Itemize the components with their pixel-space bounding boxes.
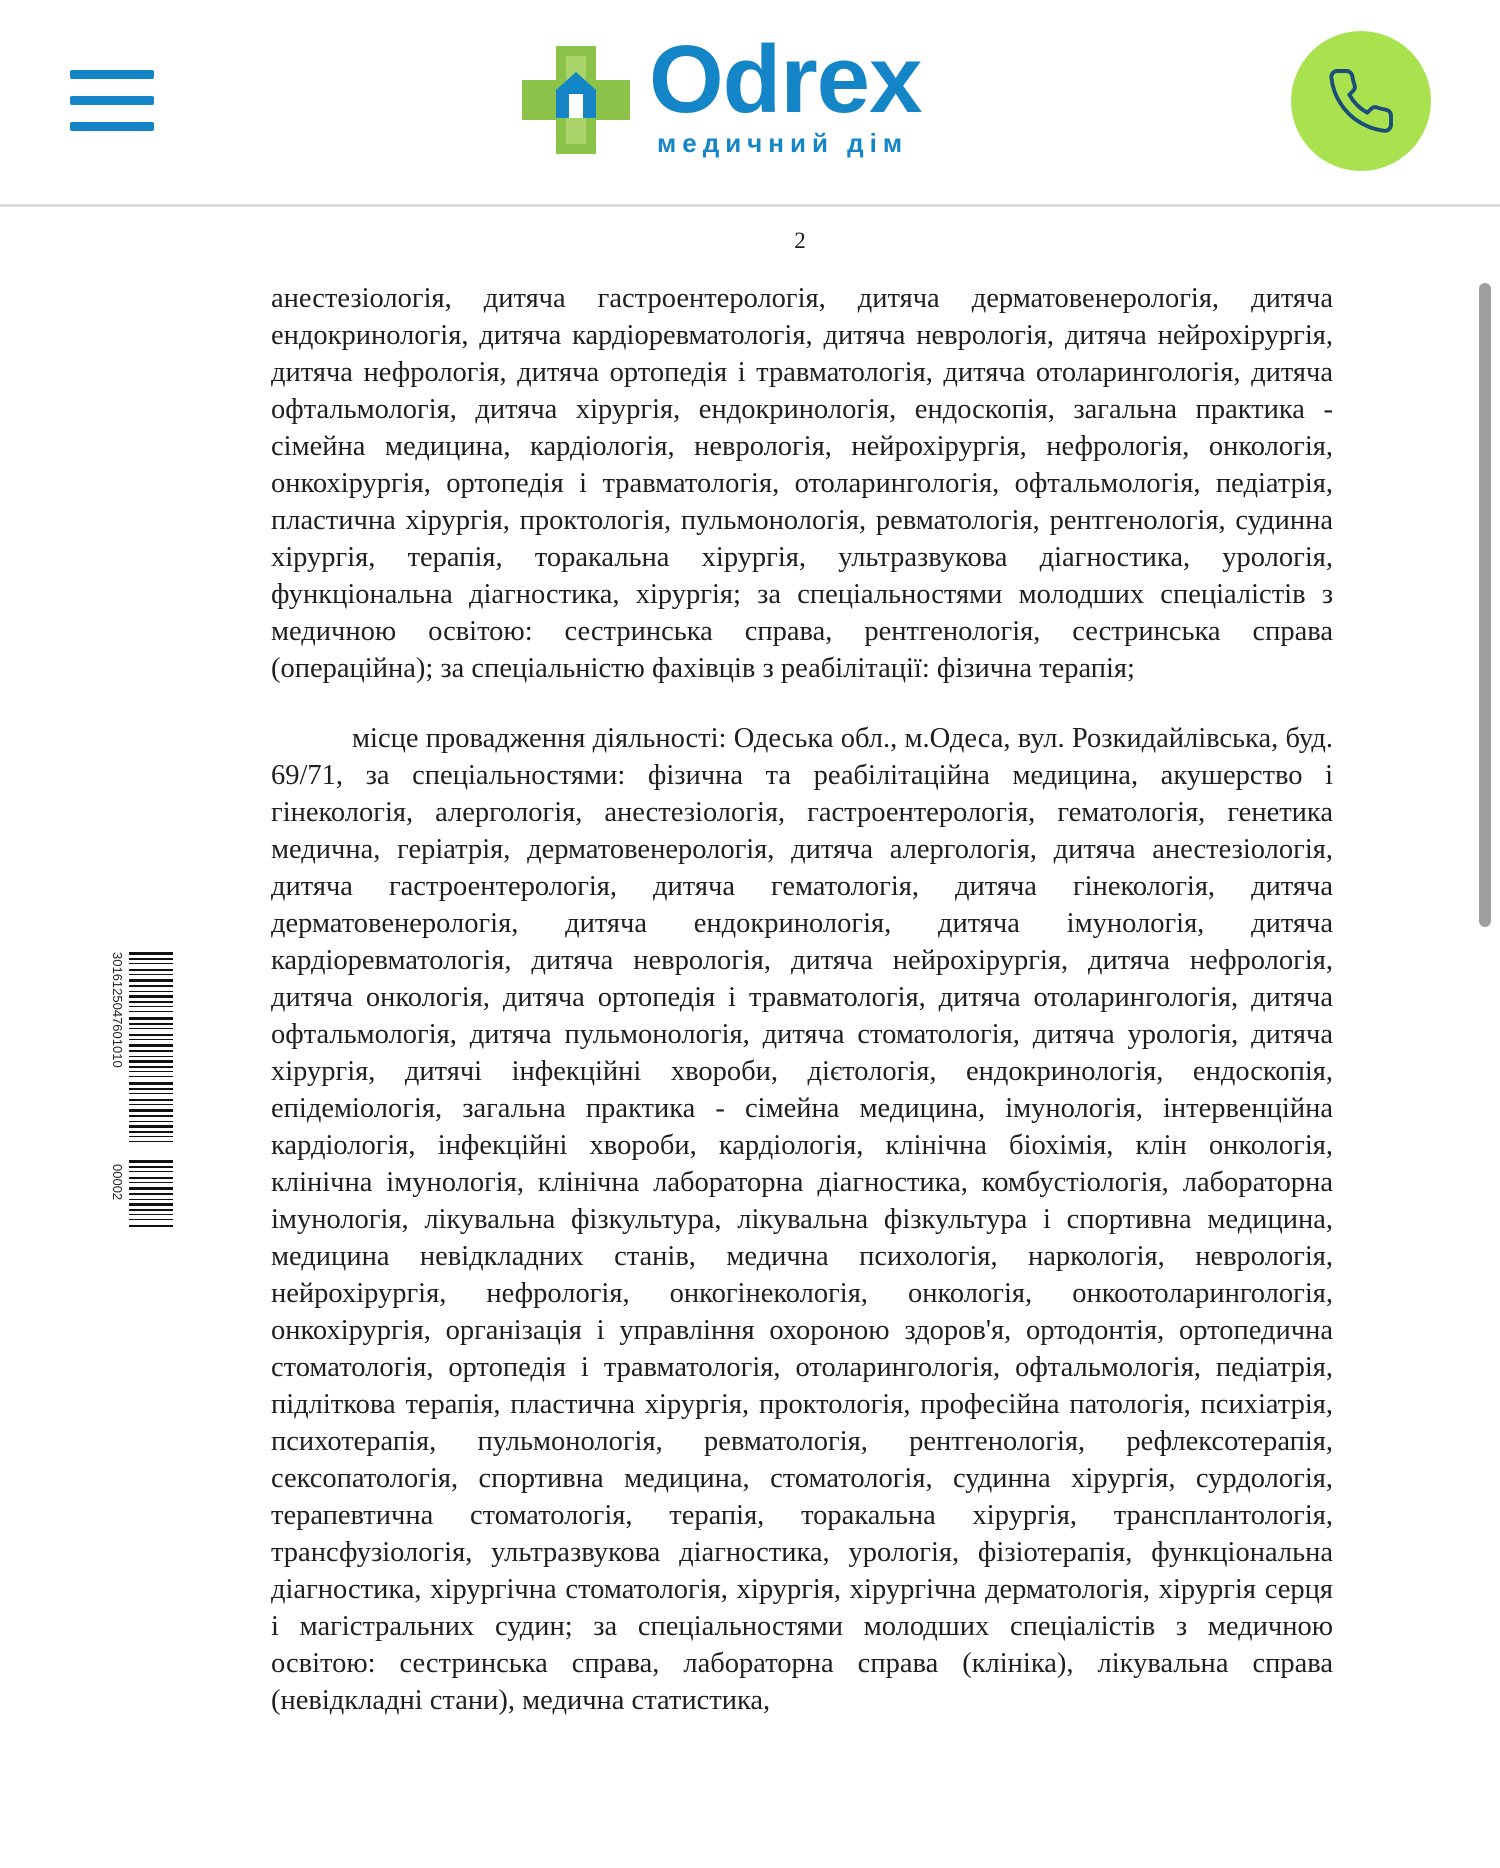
barcode-bar <box>129 1056 173 1057</box>
logo-name: Odrex <box>649 26 922 133</box>
barcode-bar <box>129 1011 173 1012</box>
scrollbar[interactable] <box>1479 283 1491 1868</box>
barcode <box>107 952 175 1227</box>
phone-icon <box>1325 65 1397 137</box>
barcode-bar <box>129 1177 173 1179</box>
menu-bar-icon <box>70 70 154 79</box>
barcode-bar <box>129 1115 173 1117</box>
barcode-bar <box>129 979 173 982</box>
document-paragraph: місце провадження діяльності: Одеська обл., м.Одеса, вул. Розкидайлівська, буд. 69/71, за спеціальностями: фізична та реабілітаційна медицина, акушерство і гінекологія, алергологія, анестезіологія, гастроентерологія, гематологія, генетика медична, геріатрія, дерматовенерологія, дитяча алергологія, дитяча анестезіологія, дитяча гастроентерологія, дитяча гематологія, дитяча гінекологія, дитяча дерматовенерологія, дитяча ендокринологія, дитяча імунологія, дитяча кардіоревматологія, дитяча неврологія, дитяча нейрохірургія, дитяча нефрологія, дитяча онкологія, дитяча ортопедія і травматологія, дитяча отоларингологія, дитяча офтальмологія, дитяча пульмонологія, дитяча стоматологія, дитяча урологія, дитяча хірургія, дитячі інфекційні хвороби, дієтологія, ендокринологія, ендоскопія, епідеміологія, загальна практика - сімейна медицина, імунологія, інтервенційна кардіологія, інфекційні хвороби, кардіологія, клінічна біохімія, клін онкологія, клінічна імунологія, клінічна лабораторна діагностика, комбустіологія, лабораторна імунологія, лікувальна фізкультура, лікувальна фізкультура і спортивна медицина, медицина невідкладних станів, медична психологія, наркологія, неврологія, нейрохірургія, нефрологія, онкогінекологія, онкологія, онкоотоларингологія, онкохірургія, організація і управління охороною здоров'я, ортодонтія, ортопедична стоматологія, ортопедія і травматологія, отоларингологія, офтальмологія, педіатрія, підліткова терапія, пластична хірургія, проктологія, професійна патологія, психіатрія, психотерапія, пульмонологія, ревматологія, рентгенологія, рефлексотерапія, сексопатологія, спортивна медицина, стоматологія, судинна хірургія, сурдологія, терапевтична стоматологія, терапія, торакальна хірургія, трансплантологія, трансфузіологія, ультразвукова діагностика, урологія, фізіотерапія, функціональна діагностика, хірургічна стоматологія, хірургія, хірургічна дерматологія, хірургія серця і магістральних судин; за спеціальностями молодших спеціалістів з медичною освітою: сестринська справа, лабораторна справа (клініка), лікувальна справа (невідкладні стани), медична статистика, <box>271 723 1333 1716</box>
barcode-bar <box>129 1082 173 1085</box>
scrollbar-thumb[interactable] <box>1479 283 1491 927</box>
barcode-bar <box>129 958 173 960</box>
barcode-bar <box>129 1076 173 1077</box>
barcode-bar <box>129 1193 173 1195</box>
barcode-bar <box>129 1131 173 1133</box>
barcode-bar <box>129 1109 173 1112</box>
call-button[interactable] <box>1291 31 1431 171</box>
barcode-bar <box>129 985 173 987</box>
barcode-bar <box>129 1088 173 1090</box>
medical-cross-house-icon <box>522 46 630 154</box>
odrex-logo[interactable] <box>522 26 932 160</box>
barcode-bar <box>129 1039 173 1040</box>
barcode-bar <box>129 1171 173 1172</box>
barcode-bar <box>129 995 173 998</box>
barcode-bar <box>129 1187 173 1190</box>
barcode-bar <box>129 1099 173 1101</box>
barcode-bar <box>129 1017 173 1020</box>
menu-bar-icon <box>70 122 154 131</box>
barcode-bar <box>129 1219 173 1220</box>
barcode-bar <box>129 1182 173 1183</box>
barcode-bars <box>129 952 173 1227</box>
barcode-bar <box>129 1166 173 1168</box>
barcode-bar <box>129 1066 173 1068</box>
barcode-bar <box>129 991 173 992</box>
barcode-bar <box>129 1121 173 1122</box>
barcode-bar <box>129 1203 173 1206</box>
barcode-bar <box>129 1001 173 1003</box>
barcode-bar <box>129 1034 173 1036</box>
document-paragraph: анестезіологія, дитяча гастроентерологія, дитяча дерматовенерологія, дитяча ендокринологія, дитяча кардіоревматологія, дитяча неврологія, дитяча нейрохірургія, дитяча нефрологія, дитяча ортопедія і травматологія, дитяча отоларингологія, дитяча офтальмологія, дитяча хірургія, ендокринологія, ендоскопія, загальна практика - сімейна медицина, кардіологія, неврологія, нейрохірургія, нефрологія, онкологія, онкохірургія, ортопедія і травматологія, отоларингологія, офтальмологія, педіатрія, пластична хірургія, проктологія, пульмонологія, ревматологія, рентгенологія, судинна хірургія, терапія, торакальна хірургія, ультразвукова діагностика, урологія, функціональна діагностика, хірургія; за спеціальностями молодших спеціалістів з медичною освітою: сестринська справа, рентгенологія, сестринська справа (операційна); за спеціальністю фахівців з реабілітації: фізична терапія; <box>271 283 1333 684</box>
barcode-bar <box>129 1209 173 1211</box>
barcode-bar <box>129 1028 173 1029</box>
barcode-bar <box>129 1214 173 1215</box>
barcode-bar <box>129 1044 173 1047</box>
barcode-bar <box>129 1136 173 1137</box>
barcode-bar <box>129 952 173 955</box>
barcode-bar <box>129 1104 173 1105</box>
barcode-bar <box>129 1050 173 1052</box>
barcode-bar <box>129 963 173 964</box>
hamburger-menu-button[interactable] <box>70 70 154 132</box>
logo-subtitle: медичний дім <box>657 128 909 158</box>
barcode-bar <box>129 974 173 975</box>
barcode-bar <box>129 1160 173 1163</box>
barcode-bar <box>129 1141 173 1142</box>
barcode-bar <box>129 969 173 971</box>
barcode-bar <box>129 1125 173 1128</box>
barcode-bar <box>129 1006 173 1007</box>
barcode-bar <box>129 1060 173 1063</box>
document-body <box>271 280 1333 1719</box>
app-header <box>0 0 1500 207</box>
barcode-bar <box>129 1225 173 1227</box>
barcode-bar <box>129 1093 173 1094</box>
barcode-bar <box>129 1071 173 1072</box>
barcode-code-text: 3016125047601010 <box>110 952 125 1068</box>
menu-bar-icon <box>70 96 154 105</box>
page-number: 2 <box>794 228 806 253</box>
barcode-bar <box>129 1023 173 1025</box>
barcode-bar <box>129 1199 173 1200</box>
barcode-suffix-text: 00002 <box>110 1164 125 1201</box>
